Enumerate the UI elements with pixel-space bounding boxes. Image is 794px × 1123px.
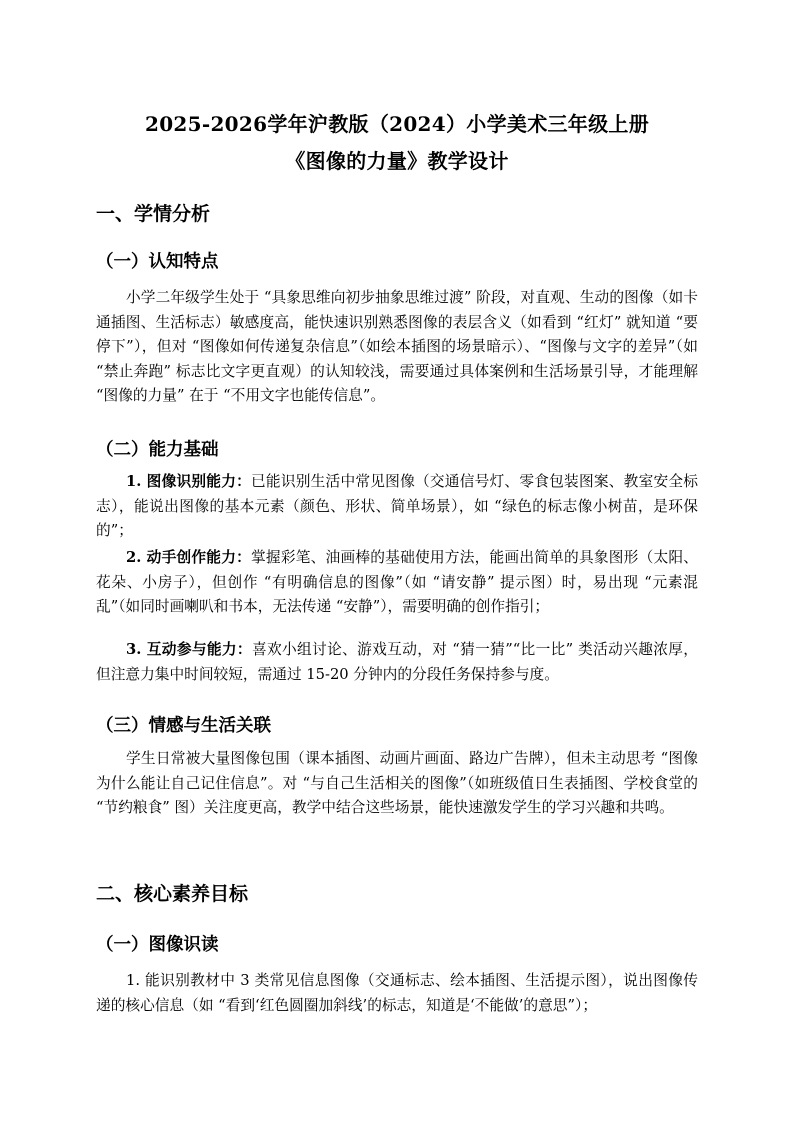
paragraph-image-reading: 1. 能识别教材中 3 类常见信息图像（交通标志、绘本插图、生活提示图），说出图像传递的核心信息（如 “看到‘红色圆圈加斜线’的标志，知道是‘不能做’的意思”）； — [96, 972, 698, 1014]
subsection-heading-cognition: （一）认知特点 — [96, 252, 219, 272]
ability-1-label: 1. 图像识别能力： — [126, 473, 252, 490]
paragraph-emotion: 学生日常被大量图像包围（课本插图、动画片画面、路边广告牌），但未主动思考 “图像为什么能让自己记住信息”。对 “与自己生活相关的图像”（如班级值日生表插图、学校食堂的 “节约粮食” 图）关注度更高，教学中结合这些场景，能快速激发学生的学习兴趣和共鸣。 — [96, 750, 698, 816]
subsection-heading-ability: （二）能力基础 — [96, 440, 219, 460]
paragraph-ability-2 — [96, 546, 698, 620]
document-title-line-2: 《图像的力量》教学设计 — [285, 149, 509, 173]
section-heading-analysis: 一、学情分析 — [96, 203, 211, 225]
ability-3-text: 喜欢小组讨论、游戏互动，对 “猜一猜”“比一比” 类活动兴趣浓厚，但注意力集中时间较短，需通过 15-20 分钟内的分段任务保持参与度。 — [96, 641, 698, 683]
document-title-line-1: 2025-2026学年沪教版（2024）小学美术三年级上册 — [145, 112, 649, 136]
ability-3-label: 3. 互动参与能力： — [126, 641, 252, 658]
ability-2-label: 2. 动手创作能力： — [126, 549, 252, 566]
subsection-heading-image-reading: （一）图像识读 — [96, 935, 219, 955]
ability-1-text: 已能识别生活中常见图像（交通信号灯、零食包装图案、教室安全标志），能说出图像的基本元素（颜色、形状、简单场景），如 “绿色的标志像小树苗，是环保的”； — [96, 473, 698, 539]
paragraph-cognition: 小学二年级学生处于 “具象思维向初步抽象思维过渡” 阶段，对直观、生动的图像（如卡通插图、生活标志）敏感度高，能快速识别熟悉图像的表层含义（如看到 “红灯” 就知道 “要停下”），但对 “图像如何传递复杂信息”（如绘本插图的场景暗示）、“图像与文字的差异”（如 “禁止奔跑” 标志比文字更直观）的认知较浅，需要通过具体案例和生活场景引导，才能理解 “图像的力量” 在于 “不用文字也能传信息”。 — [96, 289, 698, 404]
subsection-heading-emotion: （三）情感与生活关联 — [96, 716, 271, 736]
paragraph-ability-1 — [96, 470, 698, 544]
paragraph-ability-3 — [96, 638, 698, 687]
ability-2-text: 掌握彩笔、油画棒的基础使用方法，能画出简单的具象图形（太阳、花朵、小房子），但创作 “有明确信息的图像”（如 “请安静” 提示图）时，易出现 “元素混乱”（如同时画喇叭和书本，无法传递 “安静”），需要明确的创作指引； — [96, 549, 698, 615]
section-heading-goals: 二、核心素养目标 — [96, 883, 249, 905]
